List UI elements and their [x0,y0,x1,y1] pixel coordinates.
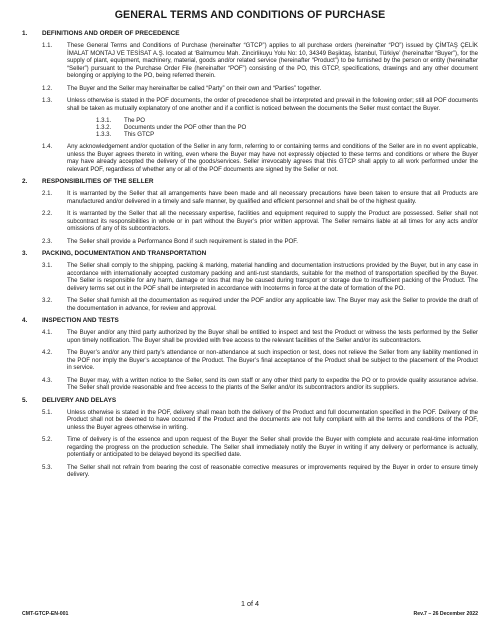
section-number: 5. [22,396,28,404]
section-title: INSPECTION AND TESTS [42,317,119,325]
section-heading [22,30,478,37]
subclause-number: 1.3.1. [96,117,112,124]
section-number: 4. [22,317,28,325]
section-title: DEFINITIONS AND ORDER OF PRECEDENCE [42,30,180,37]
clause-text: Time of delivery is of the essence and upon request of the Buyer the Seller shall provide the Buyer with complete and accurate real-time information regarding the progress on the production schedule. The Seller shall immediately notify the Buyer in writing if any delivery or performance is actually, potentially or anticipated to be delayed beyond its specified date. [67,436,478,459]
clause-text: Any acknowledgement and/or quotation of the Seller in any form, referring to or containing terms and conditions of the Seller are in no event applicable, unless the Buyer agrees thereto in writing, even where the Buyer may have not expressly objected to these terms and conditions or where the Buyer may have already accepted the delivery of the goods/services. Seller irrevocably agrees that this GTCP shall apply to all work performed under the relevant POF, regardless of whether any or all of the POF documents are signed by the Seller or not. [67,143,478,173]
clause-number: 3.2. [42,297,53,305]
clause-item [22,238,478,246]
clause-number: 4.2. [42,349,53,357]
section-number: 3. [22,250,28,258]
clause-text: It is warranted by the Seller that all the necessary expertise, facilities and equipment required to supply the Product are possessed. Seller shall not subcontract its responsibilities in whole or in part without the Buyer’s prior written approval. The Seller remains liable at all times for any acts and/or omissions of any of its subcontractors. [67,210,478,233]
clause-item [22,409,478,432]
clause-number: 2.3. [42,237,53,245]
subclause-list [22,117,478,138]
clause-item [22,464,478,479]
section-heading [22,397,478,404]
subclause-number: 1.3.2. [96,124,112,132]
document-code: CMT-GTCP-EN-001 [22,611,69,617]
clause-number: 1.4. [42,143,53,151]
clause-number: 2.2. [42,210,53,218]
clause-number: 1.3. [42,97,53,104]
section-3 [22,250,478,312]
subclause-item [22,117,478,124]
clause-item [22,210,478,233]
section-title: DELIVERY AND DELAYS [42,396,117,404]
clause-number: 1.2. [42,84,53,92]
clause-item [22,377,478,392]
section-number: 2. [22,178,28,186]
clause-item [22,297,478,312]
revision-label: Rev.7 – 26 December 2022 [413,611,478,617]
clause-text: The Buyer and/or any third party authorized by the Buyer shall be entitled to inspect and test the Product or witness the tests performed by the Seller upon timely notification. The Buyer shall be provided with free access to the relevant facilities of the Seller and/or its subcontractors. [67,329,478,344]
clause-item [22,329,478,344]
clause-text: The Buyer’s and/or any third party’s attendance or non-attendance at such inspection or test, does not relieve the Seller from any liability mentioned in the POF nor imply the Buyer’s acceptance of the Product. The Buyer’s final acceptance of the Product shall be subject to the placement of the Product in service. [67,349,478,372]
clause-text: Unless otherwise is stated in the POF documents, the order of precedence shall be interpreted and prevail in the following order; still all POF documents shall be taken as mutually explanatory of one another and if a conflict is noticed between the documents the Seller must contact the Buyer. [67,97,478,112]
clause-number: 5.2. [42,436,53,444]
clause-text: It is warranted by the Seller that all arrangements have been made and all necessary precautions have been taken to ensure that all Products are manufactured and/or delivered in a timely and safe manner, by qualified and efficient personnel and shall be of the highest quality. [67,190,478,205]
section-number: 1. [22,30,28,37]
subclause-text: This GTCP [124,131,155,139]
page-number: 1 of 4 [241,599,259,608]
section-4 [22,317,478,392]
clause-item [22,190,478,205]
subclause-text: Documents under the POF other than the PO [124,124,247,132]
clause-number: 4.1. [42,329,53,337]
section-heading [22,250,478,257]
clause-number: 2.1. [42,190,53,198]
clause-number: 5.1. [42,408,53,416]
clause-number: 3.1. [42,262,53,270]
section-5 [22,397,478,479]
clause-text: The Buyer and the Seller may hereinafter be called “Party” on their own and “Parties” together. [67,84,322,92]
clause-text: These General Terms and Conditions of Purchase (hereinafter “GTCP”) applies to all purchase orders (hereinafter “PO”) issued by ÇİMTAŞ ÇELİK İMALAT MONTAJ VE TESİSAT A.Ş. located at ‘Balmumcu Mah. Zincirlikuyu Yolu No: 10, 34349 Beşiktaş, İstanbul, Türkiye’ (hereinafter “Buyer”), for the supply of plant, equipment, machinery, material, goods and/or related service (hereinafter “Product”) to be furnished by the person or entity (hereinafter “Seller”) pursuant to the Purchase Order File (hereinafter “POF”) consisting of the PO, this GTCP, specifications, drawings and any other document belonging or applying to the PO, being referred therein. [67,42,478,79]
clause-item [22,143,478,173]
clause-number: 5.3. [42,463,53,471]
section-heading [22,317,478,324]
clause-text: The Seller shall comply to the shipping, packing & marking, material handling and documentation instructions provided by the Buyer, but in any case in accordance with internationally accepted customary packing and anti-rust standards, suitable for the method of transportation specified by the Buyer. The Seller is responsible for any harm, damage or loss that may be caused during transport or storage due to insufficient packing of the Product. The delivery terms set out in the POF shall be interpreted in accordance with Incoterms in force at the date of formation of the PO. [67,262,478,292]
clause-text: The Buyer may, with a written notice to the Seller, send its own staff or any other third party to expedite the PO or to provide quality assurance advise. The Seller shall provide reasonable and free access to the plants of the Seller and/or its subcontractors and/or its suppliers. [67,376,478,392]
section-title: RESPONSIBILITIES OF THE SELLER [42,178,154,186]
clause-text: Unless otherwise is stated in the POF, delivery shall mean both the delivery of the Product and full documentation specified in the POF. Delivery of the Product shall not be deemed to have occurred if the Product and the documents are not fully compliant with all the terms and conditions of the POF, unless the Buyer agrees otherwise in writing. [67,408,478,431]
subclause-number: 1.3.3. [96,131,112,139]
section-2 [22,178,478,245]
clause-item [22,85,478,93]
clause-number: 4.3. [42,376,53,384]
clause-text: The Seller shall provide a Performance Bond if such requirement is stated in the POF. [67,237,298,245]
page-footer [22,599,478,621]
document-title: GENERAL TERMS AND CONDITIONS OF PURCHASE [114,9,386,21]
subclause-text: The PO [124,117,145,124]
clause-text: The Seller shall not refrain from bearing the cost of reasonable corrective measures or improvements required by the Buyer in order to ensure timely delivery. [67,463,478,479]
clause-item [22,436,478,459]
subclause-item [22,131,478,138]
clause-item [22,97,478,112]
clause-item [22,349,478,372]
section-title: PACKING, DOCUMENTATION AND TRANSPORTATION [42,250,207,258]
clause-text: The Seller shall furnish all the documentation as required under the POF and/or any applicable law. The Buyer may ask the Seller to provide the draft of the documentation in advance, for review and approval. [67,297,478,312]
sections-container [22,30,478,479]
section-1 [22,30,478,173]
clause-item [22,262,478,292]
section-heading [22,178,478,185]
clause-item [22,42,478,80]
clause-number: 1.1. [42,42,53,49]
subclause-item [22,124,478,131]
